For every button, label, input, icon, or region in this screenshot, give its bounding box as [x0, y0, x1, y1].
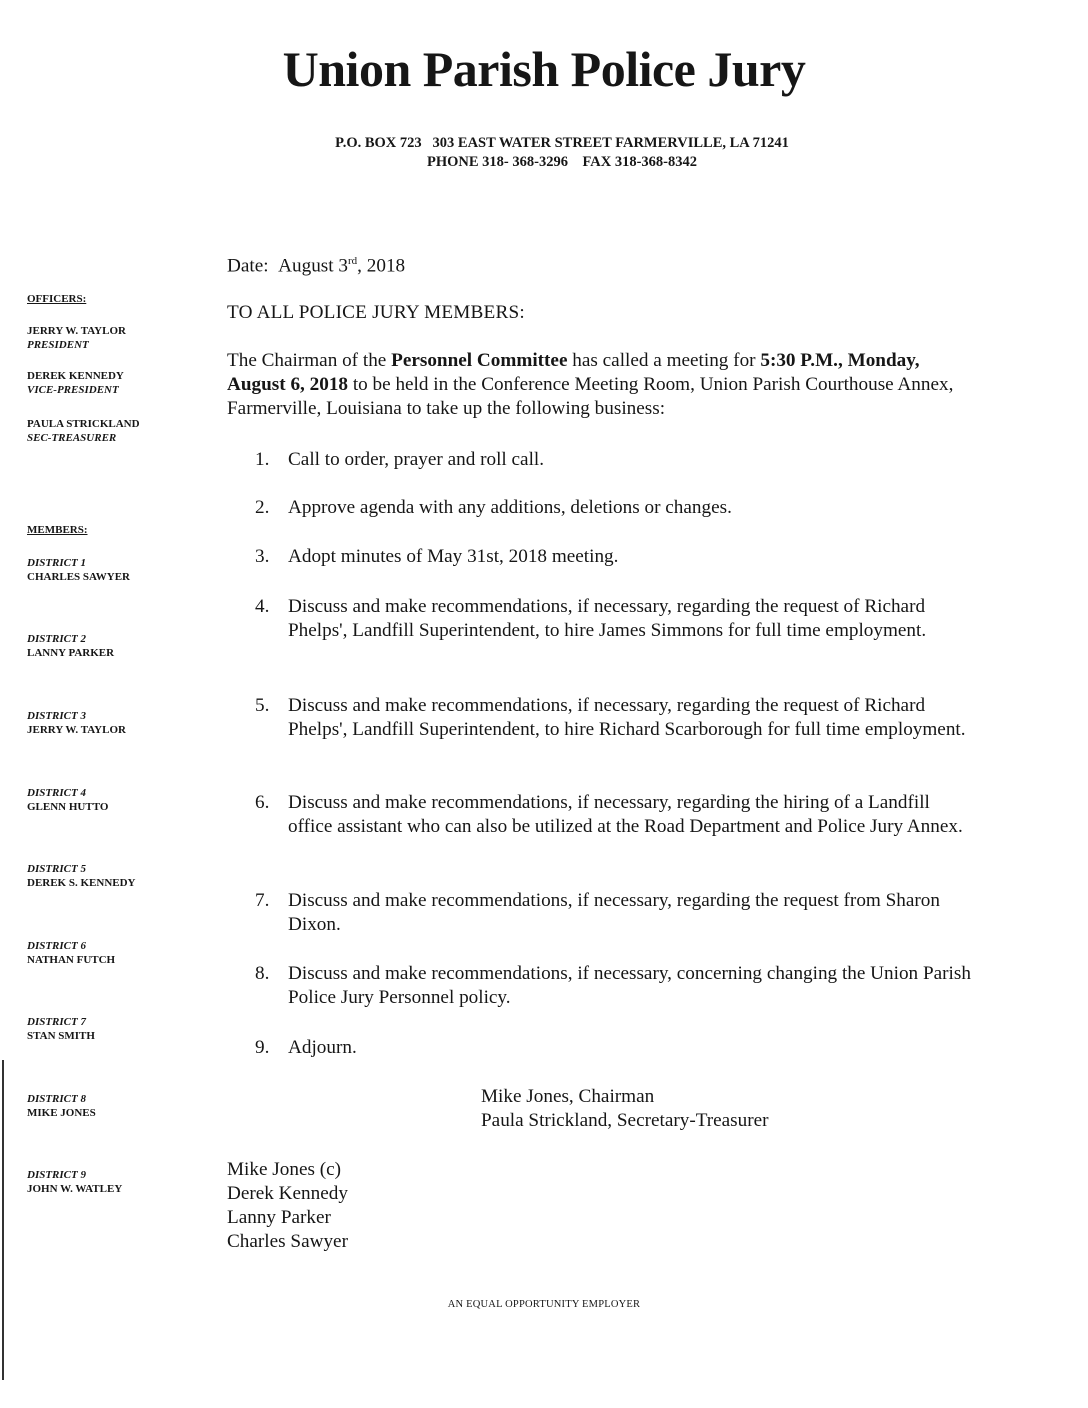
officer-entry: [27, 369, 197, 397]
meeting-day: Monday, August 6, 2018: [227, 350, 920, 395]
letter-date: [227, 249, 405, 278]
member-entry: [27, 939, 197, 967]
letterhead-address: [0, 134, 1088, 172]
agenda-item: 1. Call to order, prayer and roll call.: [255, 449, 545, 470]
member-district: DISTRICT 6: [27, 940, 86, 952]
salutation: TO ALL POLICE JURY MEMBERS:: [227, 302, 525, 323]
member-district: DISTRICT 9: [27, 1169, 86, 1181]
signature-block: [481, 1085, 769, 1133]
agenda-item: 5. Discuss and make recommendations, if necessary, regarding the request of Richard Phelps', Landfill Superintendent, to hire Richard Scarborough for full time employment.: [255, 695, 966, 740]
date-year: , 2018: [357, 255, 406, 277]
member-entry: [27, 1092, 197, 1120]
chairman-line: Mike Jones, Chairman: [481, 1086, 655, 1107]
committee-name: Personnel Committee: [391, 350, 568, 371]
date-month-day: August 3: [278, 255, 348, 277]
member-entry: [27, 786, 197, 814]
member-district: DISTRICT 4: [27, 787, 86, 799]
agenda-item: 2. Approve agenda with any additions, deletions or changes.: [255, 497, 732, 518]
member-name: NATHAN FUTCH: [27, 954, 116, 966]
officer-title: PRESIDENT: [27, 339, 89, 351]
agenda-item: 3. Adopt minutes of May 31st, 2018 meeting.: [255, 546, 619, 567]
member-district: DISTRICT 5: [27, 863, 86, 875]
date-suffix: rd: [347, 255, 358, 267]
agenda-item: 9. Adjourn.: [255, 1037, 357, 1058]
member-name: LANNY PARKER: [27, 647, 115, 659]
member-name: DEREK S. KENNEDY: [27, 877, 136, 889]
secretary-line: Paula Strickland, Secretary-Treasurer: [481, 1110, 769, 1131]
member-entry: [27, 556, 197, 584]
member-district: DISTRICT 8: [27, 1093, 86, 1105]
intro-paragraph: The Chairman of the Personnel Committee has called a meeting for 5:30 P.M., Monday, August 6, 2018 to be held in the Conference Meeting Room, Union Parish Courthouse Annex, Farmerville, Louisiana to take up the following business:: [227, 350, 954, 419]
committee-member: Derek Kennedy: [227, 1183, 348, 1204]
address-line: P.O. BOX 723 303 EAST WATER STREET FARMERVILLE, LA 71241: [335, 135, 789, 151]
footer-note: AN EQUAL OPPORTUNITY EMPLOYER: [447, 1299, 641, 1310]
officer-title: SEC-TREASURER: [27, 432, 117, 444]
officer-title: VICE-PRESIDENT: [27, 384, 119, 396]
member-entry: [27, 862, 197, 890]
member-entry: [27, 1015, 197, 1043]
member-district: DISTRICT 3: [27, 710, 86, 722]
committee-member: Charles Sawyer: [227, 1231, 348, 1252]
agenda-item: 8. Discuss and make recommendations, if necessary, concerning changing the Union Parish Police Jury Personnel policy.: [255, 963, 971, 1008]
organization-name: Union Parish Police Jury: [282, 41, 806, 97]
committee-member: Mike Jones (c): [227, 1159, 342, 1180]
member-entry: [27, 632, 197, 660]
agenda-item: 4. Discuss and make recommendations, if necessary, regarding the request of Richard Phelps', Landfill Superintendent, to hire James Simmons for full time employment.: [255, 596, 927, 641]
members-heading: MEMBERS:: [27, 524, 88, 536]
officers-heading: OFFICERS:: [27, 293, 87, 305]
member-name: JOHN W. WATLEY: [27, 1183, 123, 1195]
member-entry: [27, 1168, 197, 1196]
officer-entry: [27, 417, 197, 445]
scan-edge-mark: [2, 1060, 4, 1380]
member-name: MIKE JONES: [27, 1107, 96, 1119]
officer-name: JERRY W. TAYLOR: [27, 325, 126, 337]
date-label: Date:: [227, 255, 269, 277]
committee-members: [227, 1158, 348, 1254]
officer-entry: [27, 324, 197, 352]
officer-name: DEREK KENNEDY: [27, 370, 124, 382]
member-district: DISTRICT 1: [27, 557, 86, 569]
member-district: DISTRICT 7: [27, 1016, 86, 1028]
phone-line: PHONE 318- 368-3296 FAX 318-368-8342: [427, 154, 697, 170]
member-district: DISTRICT 2: [27, 633, 86, 645]
member-entry: [27, 709, 197, 737]
member-name: JERRY W. TAYLOR: [27, 724, 126, 736]
officer-name: PAULA STRICKLAND: [27, 418, 140, 430]
agenda-item: 6. Discuss and make recommendations, if necessary, regarding the hiring of a Landfill office assistant who can also be utilized at the Road Department and Police Jury Annex.: [255, 792, 963, 837]
meeting-time: 5:30 P.M.,: [760, 350, 843, 371]
member-name: STAN SMITH: [27, 1030, 95, 1042]
member-name: CHARLES SAWYER: [27, 571, 130, 583]
agenda-item: 7. Discuss and make recommendations, if necessary, regarding the request from Sharon Dixon.: [255, 890, 940, 935]
member-name: GLENN HUTTO: [27, 801, 109, 813]
committee-member: Lanny Parker: [227, 1207, 331, 1228]
